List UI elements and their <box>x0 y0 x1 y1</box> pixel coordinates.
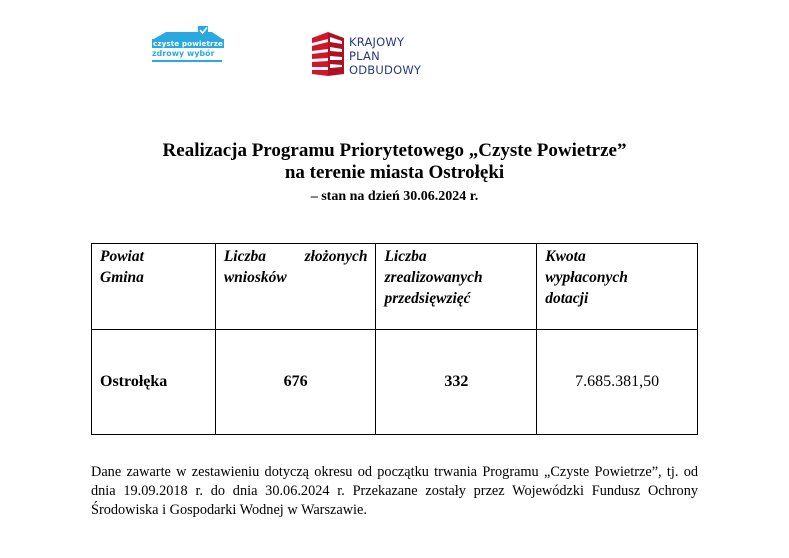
cell-wnioski: 676 <box>215 330 376 435</box>
red-building-stripes-icon <box>310 30 346 76</box>
table-header-row <box>92 244 698 330</box>
header-text: Liczba <box>384 248 427 265</box>
header-text: Liczba złożonych <box>223 248 368 265</box>
kpo-line2: PLAN <box>349 49 380 63</box>
header-text: dotacji <box>545 290 589 307</box>
cell-gmina: Ostrołęka <box>92 330 216 435</box>
summary-table <box>91 243 698 435</box>
header-kwota-dotacji <box>537 244 698 330</box>
logo-cp-underline <box>152 60 222 62</box>
logo-cp-line2: zdrowy wybór <box>152 49 215 58</box>
header-text: wniosków <box>223 269 287 286</box>
kpo-logo-text <box>349 35 421 77</box>
document-subtitle: – stan na dzień 30.06.2024 r. <box>310 189 479 204</box>
header-text: Kwota <box>545 248 586 265</box>
document-title <box>0 140 789 184</box>
kpo-logo <box>310 30 430 78</box>
header-liczba-przedsiewziec <box>376 244 537 330</box>
kpo-line1: KRAJOWY <box>349 35 405 49</box>
kpo-line3: ODBUDOWY <box>349 63 422 77</box>
title-line2: na terenie miasta Ostrołęki <box>284 162 505 183</box>
header-powiat-gmina <box>92 244 216 330</box>
cell-kwota: 7.685.381,50 <box>537 330 698 435</box>
header-text: Gmina <box>100 269 144 286</box>
header-text: Powiat <box>100 248 144 265</box>
czyste-powietrze-logo <box>150 22 228 66</box>
cell-przedsiewziecia: 332 <box>376 330 537 435</box>
header-text: zrealizowanych <box>384 269 483 286</box>
header-text: przedsięwzięć <box>384 290 471 307</box>
header-text: wypłaconych <box>545 269 628 286</box>
logo-cp-line1: czyste powietrze <box>153 39 223 48</box>
footnote: Dane zawarte w zestawieniu dotyczą okresu od początku trwania Programu „Czyste Powietrze”, tj. od dnia 19.09.2018 r. do dnia 30.06.2024 r. Przekazane zostały przez Wojewódzki Fundusz Ochrony Środowiska i Gospodarki Wodnej w Warszawie. <box>91 464 698 518</box>
title-line1: Realizacja Programu Priorytetowego „Czyste Powietrze” <box>162 140 627 161</box>
header-liczba-wnioskow <box>215 244 376 330</box>
table-row <box>92 330 698 435</box>
